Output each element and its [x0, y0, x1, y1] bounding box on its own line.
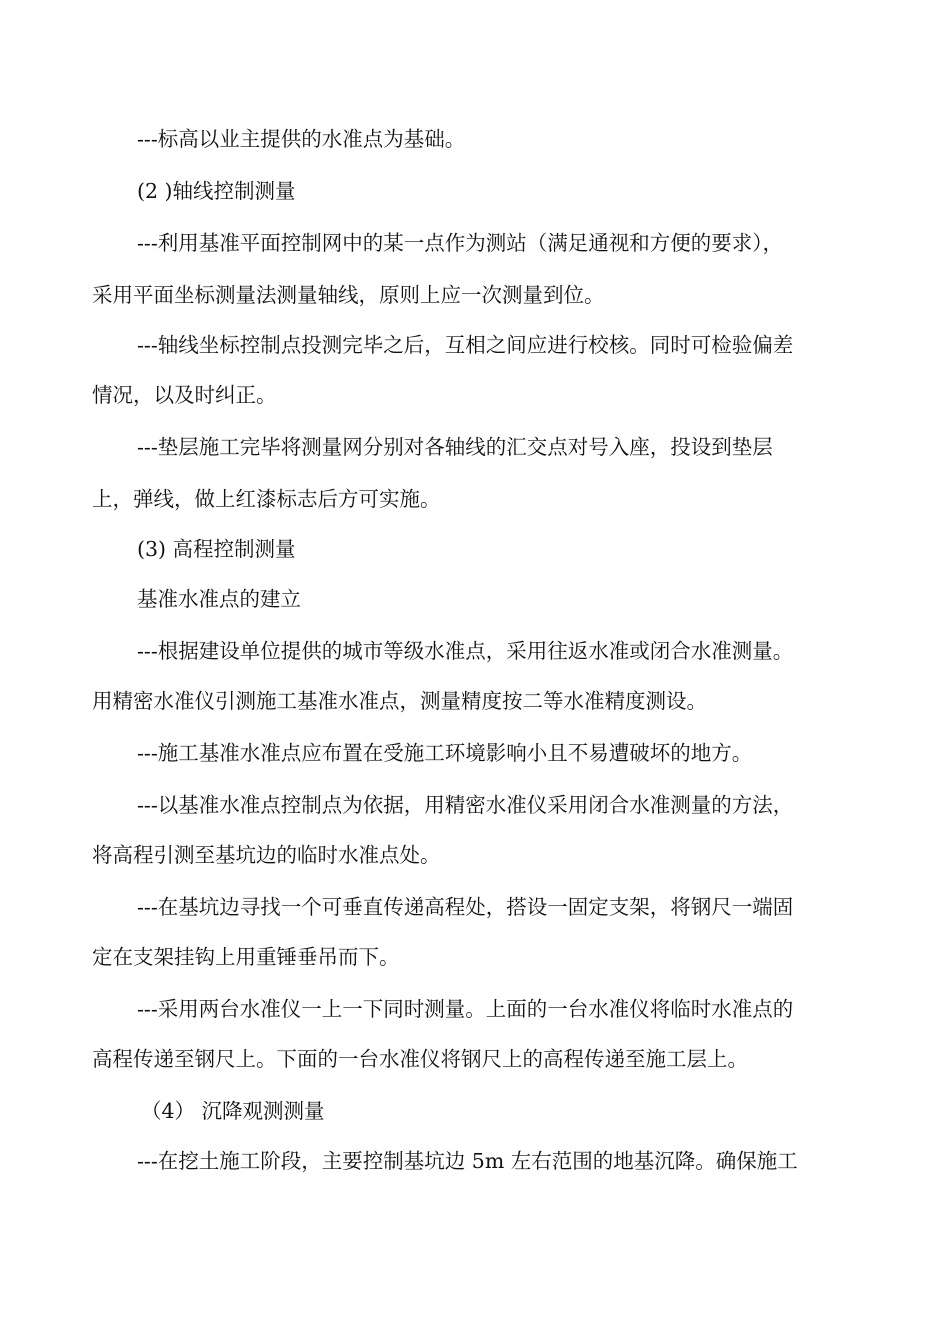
paragraph-line: 高程传递至钢尺上。下面的一台水准仪将钢尺上的高程传递至施工层上。 [92, 1047, 748, 1071]
paragraph-line: ---利用基准平面控制网中的某一点作为测站（满足通视和方便的要求）， [137, 231, 784, 255]
paragraph-line: ---以基准水准点控制点为依据，用精密水准仪采用闭合水准测量的方法， [137, 793, 794, 817]
paragraph-line: 情况，以及时纠正。 [92, 383, 277, 407]
paragraph-line: ---施工基准水准点应布置在受施工环境影响小且不易遭破坏的地方。 [137, 741, 753, 765]
paragraph-line: ---在基坑边寻找一个可垂直传递高程处，搭设一固定支架，将钢尺一端固 [137, 895, 794, 919]
paragraph-line: ---标高以业主提供的水准点为基础。 [137, 127, 466, 151]
section-heading-axis-control: (2 )轴线控制测量 [137, 179, 296, 203]
paragraph-line: 采用平面坐标测量法测量轴线，原则上应一次测量到位。 [92, 283, 605, 307]
section-heading-elevation-control: (3) 高程控制测量 [137, 537, 296, 561]
paragraph-line: 上，弹线，做上红漆标志后方可实施。 [92, 487, 441, 511]
section-heading-settlement: （4） 沉降观测测量 [141, 1099, 325, 1123]
paragraph-line: ---在挖土施工阶段，主要控制基坑边 5m 左右范围的地基沉降。确保施工 [137, 1149, 798, 1173]
paragraph-line: ---根据建设单位提供的城市等级水准点，采用往返水准或闭合水准测量。 [137, 639, 794, 663]
paragraph-line: 用精密水准仪引测施工基准水准点，测量精度按二等水准精度测设。 [92, 689, 707, 713]
subheading-benchmark: 基准水准点的建立 [137, 587, 301, 611]
paragraph-line: ---垫层施工完毕将测量网分别对各轴线的汇交点对号入座，投设到垫层 [137, 435, 773, 459]
paragraph-line: ---轴线坐标控制点投测完毕之后，互相之间应进行校核。同时可检验偏差 [137, 333, 794, 357]
paragraph-line: 将高程引测至基坑边的临时水准点处。 [92, 843, 441, 867]
paragraph-line: 定在支架挂钩上用重锤垂吊而下。 [92, 945, 400, 969]
paragraph-line: ---采用两台水准仪一上一下同时测量。上面的一台水准仪将临时水准点的 [137, 997, 794, 1021]
